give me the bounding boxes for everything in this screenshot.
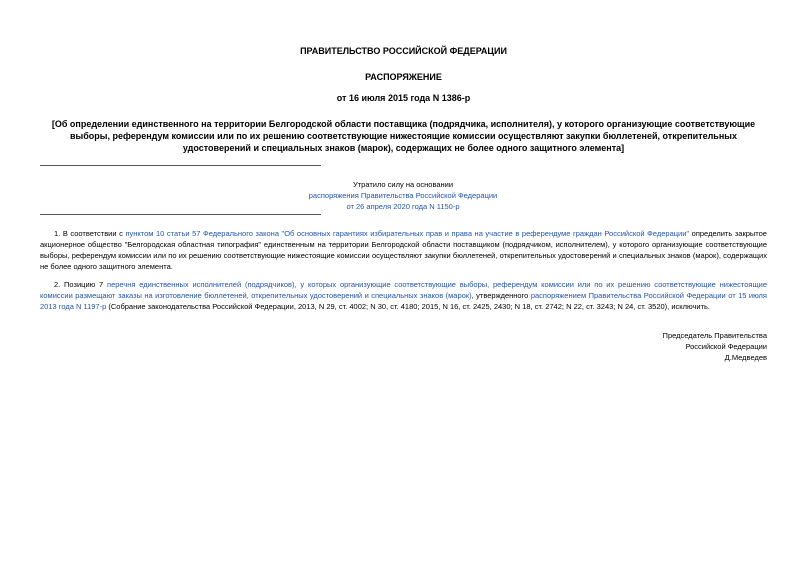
paragraph-2 — [40, 279, 767, 312]
paragraph-1-text-b: определить закрытое акционерное общество "Белгородская областная типография" единственным на территории Белгородской области поставщиком (подрядчиком, исполнителем), у которого организующие соответствующие выборы, референдум комиссии или по их решению соответствующие нижестоящие комиссии осуществляют закупки бюллетеней, открепительных удостоверений и специальных знаков (марок), содержащих не более одного защитного элемента. — [40, 229, 767, 271]
paragraph-2-text-b: , утвержденного — [471, 291, 529, 300]
government-heading: ПРАВИТЕЛЬСТВО РОССИЙСКОЙ ФЕДЕРАЦИИ — [300, 46, 507, 56]
paragraph-2-text-c: (Собрание законодательства Российской Федерации, 2013, N 29, ст. 4002; N 30, ст. 4180; 2015, N 16, ст. 2425, 2430; N 18, ст. 2742; N 22, ст. 3243; N 24, ст. 3520), исключить. — [108, 302, 710, 311]
contractors-list-link[interactable]: перечня единственных исполнителей (подрядчиков), у которых организующие соответствующие выборы, референдум комиссии или по их решению соответствующие нижестоящие комиссии размещают заказы на изготовление бюллетеней, открепительных удостоверений и специальных знаков (марок) — [40, 280, 767, 300]
paragraph-1-text-a: 1. В соответствии с — [54, 229, 123, 238]
signature-block — [663, 330, 767, 363]
status-note — [280, 179, 526, 212]
federal-law-link[interactable]: пунктом 10 статьи 57 Федерального закона "Об основных гарантиях избирательных прав и права на участие в референдуме граждан Российской Федерации" — [125, 229, 690, 238]
divider-bottom — [40, 214, 321, 215]
signature-name: Д.Медведев — [724, 353, 767, 362]
signature-org: Российской Федерации — [685, 342, 767, 351]
repeal-order-date-link[interactable]: от 26 апреля 2020 года N 1150-р — [346, 202, 460, 211]
paragraph-2-text-a: 2. Позицию 7 — [54, 280, 104, 289]
paragraph-1 — [40, 228, 767, 272]
status-line: Утратило силу на основании — [352, 180, 454, 189]
signature-title: Председатель Правительства — [662, 331, 767, 340]
government-order-link[interactable]: распоряжением Правительства Российской Федерации от 15 июля 2013 года N 1197-р — [40, 291, 767, 311]
repeal-order-link[interactable]: распоряжения Правительства Российской Федерации — [308, 191, 498, 200]
document-title: [Об определении единственного на территории Белгородской области поставщика (подрядчика, исполнителя), у которого организующие соответствующие выборы, референдум комиссии или по их решению соответствующие нижестоящие комиссии осуществляют закупки бюллетеней, открепительных удостоверений и специальных знаков (марок), содержащих не более одного защитного элемента] — [51, 119, 756, 153]
divider-top — [40, 165, 321, 166]
document-type: РАСПОРЯЖЕНИЕ — [365, 72, 442, 82]
document-date: от 16 июля 2015 года N 1386-р — [336, 93, 471, 103]
